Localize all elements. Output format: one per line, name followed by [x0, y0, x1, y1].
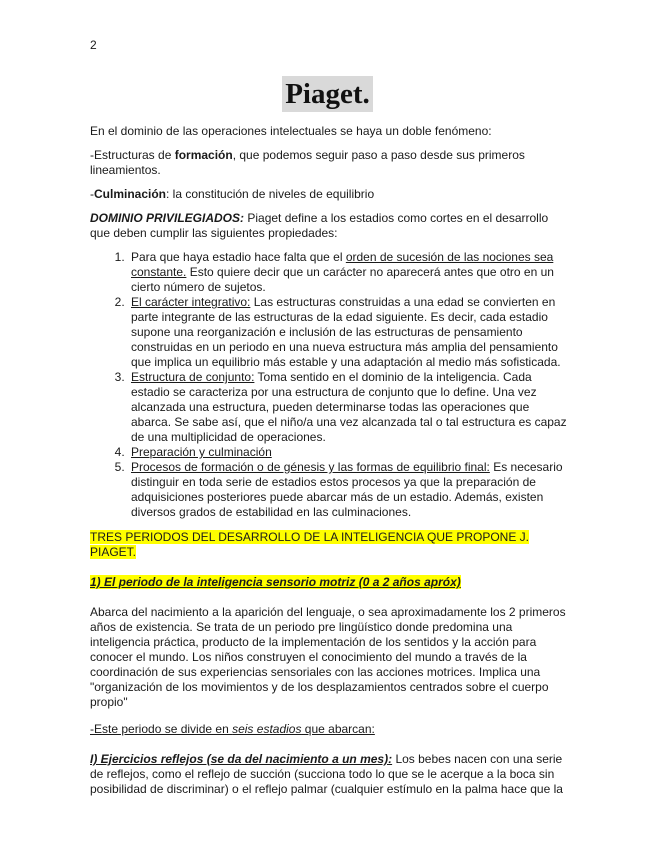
formation-term: formación	[174, 148, 233, 162]
period1-heading-text: 1) El periodo de la inteligencia sensorio motriz (0 a 2 años apróx)	[90, 575, 461, 589]
list-item	[128, 445, 568, 460]
domains-term: DOMINIO PRIVILEGIADOS:	[90, 211, 245, 225]
stages-intro	[90, 722, 568, 737]
item-text: Es necesario distinguir en toda serie de estadios estos procesos ya que la preparación de adquisiciones posteriores puede abarcar más de un estadio. Además, existen diversos grados de estabilidad en las culminaciones.	[131, 460, 563, 519]
item-underlined: orden de sucesión de las nociones sea constante.	[131, 250, 554, 279]
stage1-text: Los bebes nacen con una serie de reflejos, como el reflejo de succión (succiona todo lo que se le acerque a la boca sin posibilidad de discriminar) o el reflejo palmar (cualquier estímulo en la palma hace que la	[90, 752, 563, 796]
stages-intro-italic: seis estadios	[232, 722, 302, 736]
list-item	[128, 295, 568, 370]
page-title: Piaget.	[282, 76, 373, 112]
culmination-prefix: -	[90, 187, 94, 201]
domains-rest: Piaget define a los estadios como cortes en el desarrollo que deben cumplir las siguientes propiedades:	[90, 211, 549, 240]
item-underlined: El carácter integrativo:	[131, 295, 251, 309]
document-body	[90, 124, 568, 797]
stages-intro-pre: -Este periodo se divide en	[90, 722, 233, 736]
periods-heading	[90, 530, 568, 560]
list-item	[128, 460, 568, 520]
domains-paragraph	[90, 211, 568, 241]
item-text: Las estructuras construidas a una edad se convierten en parte integrante de las estructuras de la edad siguiente. Es decir, cada estadio supone una reorganización e inclusión de las estructuras de pensamiento construidas en un periodo en una nueva estructura más amplia del pensamiento que implica un equilibrio más estable y una adaptación al medio más sofisticada.	[131, 295, 561, 369]
item-text: Toma sentido en el dominio de la inteligencia. Cada estadio se caracteriza por una estructura de conjunto que lo define. Una vez alcanzada una estructura, pueden determinarse todas las operaciones que abarca. Se sabe así, que el niño/a una vez alcanzada tal o tal estructura es capaz de una multiplicidad de operaciones.	[131, 370, 567, 444]
item-underlined: Preparación y culminación	[131, 445, 272, 459]
formation-paragraph	[90, 148, 568, 178]
period1-heading	[90, 575, 568, 590]
stage1-paragraph	[90, 752, 568, 797]
culmination-paragraph	[90, 187, 568, 202]
formation-prefix: -Estructuras de	[90, 148, 175, 162]
item-text: Esto quiere decir que un carácter no aparecerá antes que otro en un cierto número de sujetos.	[131, 265, 554, 294]
stages-intro-post: que abarcan:	[301, 722, 375, 736]
list-item	[128, 370, 568, 445]
stage1-heading: I) Ejercicios reflejos (se da del nacimiento a un mes):	[90, 752, 393, 766]
properties-list	[90, 250, 568, 520]
list-item	[128, 250, 568, 295]
culmination-term: Culminación	[94, 187, 167, 201]
intro-paragraph: En el dominio de las operaciones intelectuales se haya un doble fenómeno:	[90, 124, 492, 138]
formation-rest: , que podemos seguir paso a paso desde sus primeros lineamientos.	[90, 148, 525, 177]
period1-paragraph: Abarca del nacimiento a la aparición del lenguaje, o sea aproximadamente los 2 primeros años de existencia. Se trata de un periodo pre lingüístico donde predomina una inteligencia práctica, producto de la implementación de los sentidos y la acción para conocer el mundo. Los niños construyen el conocimiento del mundo a través de la coordinación de sus experiencias sensoriales con las acciones motrices. Implica una "organización de los movimientos y de los desplazamientos centrados sobre el cuerpo propio"	[90, 605, 566, 709]
title-container	[0, 76, 655, 112]
item-underlined: Estructura de conjunto:	[131, 370, 255, 384]
page-number: 2	[90, 38, 97, 52]
periods-heading-text: TRES PERIODOS DEL DESARROLLO DE LA INTELIGENCIA QUE PROPONE J. PIAGET.	[90, 530, 530, 559]
item-prefix: Para que haya estadio hace falta que el	[131, 250, 346, 264]
item-underlined: Procesos de formación o de génesis y las formas de equilibrio final:	[131, 460, 490, 474]
culmination-rest: : la constitución de niveles de equilibrio	[166, 187, 375, 201]
